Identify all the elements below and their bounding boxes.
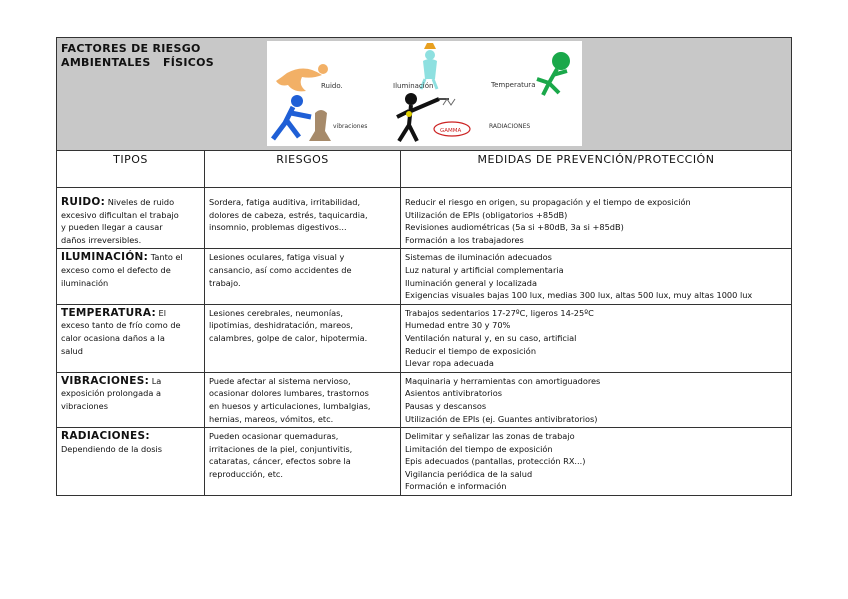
cell-line [61,375,200,388]
cell-line: Ventilación natural y, en su caso, artificial [405,332,577,343]
table-row [57,188,792,249]
risk-type-label: VIBRACIONES: [61,374,150,387]
vibration-figure-icon [273,95,331,141]
banner-illustration [267,41,582,146]
cell-line: excesivo dificultan el trabajo [61,209,179,220]
risk-type-label: RUIDO: [61,196,106,208]
cell-line: Limitación del tiempo de exposición [405,443,553,454]
cell-line: reproducción, etc. [209,468,284,479]
cell-line: vibraciones [61,400,108,411]
risk-type-text: Niveles de ruido [105,197,175,207]
cell-line [61,196,200,209]
cell-line: Epis adecuados (pantallas, protección RX...) [405,456,586,467]
cell-line: salud [61,345,83,356]
tipo-cell [57,188,205,249]
cell-line: insomnio, problemas digestivos... [209,222,347,233]
cell-line: Luz natural y artificial complementaria [405,264,564,275]
risk-factors-table [56,37,792,496]
header-row [57,38,792,151]
cell-line: exceso como el defecto de [61,264,171,275]
cell-line: trabajo. [209,277,241,288]
header-cell [57,38,792,151]
cell-line: y pueden llegar a causar [61,222,163,233]
cell-line: Revisiones audiométricas (5a si +80dB, 3a si +85dB) [405,222,624,233]
banner-label-iluminacion: Iluminación [393,82,434,90]
cell-line: Pueden ocasionar quemaduras, [209,431,339,442]
cell-line: en huesos y articulaciones, lumbalgias, [209,400,371,411]
cell-line: Puede afectar al sistema nervioso, [209,375,351,386]
banner-label-gamma: GAMMA [440,128,462,134]
risk-type-text: El [155,307,167,318]
medidas-cell [401,188,792,249]
cell-line: Lesiones oculares, fatiga visual y [209,252,345,263]
cell-line: Llevar ropa adecuada [405,358,494,369]
title-line-2: AMBIENTALES FÍSICOS [61,56,215,69]
cell-line: Formación e información [405,481,507,492]
cell-line: Formación a los trabajadores [405,234,524,245]
banner-label-ruido: Ruido. [321,82,343,90]
tipo-cell [57,249,205,304]
cell-line: Sistemas de iluminación adecuados [405,252,552,263]
table-row [57,428,792,496]
cell-line: Reducir el tiempo de exposición [405,345,537,356]
cell-line: exceso tanto de frío como de [61,320,181,331]
cell-line: Vigilancia periódica de la salud [405,468,533,479]
table-row [57,249,792,304]
cell-line: daños irreversibles. [61,234,142,245]
risk-type-label: ILUMINACIÓN: [61,251,149,264]
page-title [61,42,214,70]
risk-type-label: RADIACIONES: [61,430,150,443]
column-header-row [57,151,792,188]
cell-line: Sordera, fatiga auditiva, irritabilidad, [209,197,361,207]
table-row [57,372,792,427]
riesgos-cell [205,372,401,427]
cell-line: calor ocasiona daños a la [61,332,165,343]
risk-type-label: TEMPERATURA: [61,306,156,319]
tipo-cell [57,428,205,496]
riesgos-cell [205,428,401,496]
cell-line: Lesiones cerebrales, neumonías, [209,307,343,318]
table-row [57,304,792,372]
column-header-tipos: TIPOS [57,151,205,188]
cell-line: Exigencias visuales bajas 100 lux, medias 300 lux, altas 500 lux, muy altas 1000 lux [405,290,753,301]
cell-line: dolores de cabeza, estrés, taquicardia, [209,209,368,220]
cell-line: Reducir el riesgo en origen, su propagación y el tiempo de exposición [405,197,691,207]
cell-line: ocasionar dolores lumbares, trastornos [209,388,369,399]
cell-line: Dependiendo de la dosis [61,443,163,454]
risk-type-text: Tanto el [148,252,183,263]
medidas-cell [401,304,792,372]
cell-line: Maquinaria y herramientas con amortiguadores [405,375,601,386]
cell-line: lipotimias, deshidratación, mareos, [209,320,354,331]
cell-line: hernias, mareos, vómitos, etc. [209,413,334,424]
column-header-riesgos: RIESGOS [205,151,401,188]
cell-line: Asientos antivibratorios [405,388,502,399]
cell-line: cansancio, así como accidentes de [209,264,352,275]
cell-line: exposición prolongada a [61,388,161,399]
risk-type-text: La [149,375,162,386]
title-line-1: FACTORES DE RIESGO [61,42,201,55]
cell-line: Humedad entre 30 y 70% [405,320,511,331]
riesgos-cell [205,304,401,372]
medidas-cell [401,249,792,304]
tipo-cell [57,372,205,427]
banner-label-vibraciones: vibraciones [333,123,368,130]
banner-label-radiaciones: RADIACIONES [489,123,531,130]
cell-line [61,307,200,320]
column-header-medidas: MEDIDAS DE PREVENCIÓN/PROTECCIÓN [401,151,792,188]
cell-line: Delimitar y señalizar las zonas de trabajo [405,431,575,442]
cell-line [61,430,200,443]
medidas-cell [401,428,792,496]
cell-line [61,251,200,264]
riesgos-cell [205,188,401,249]
temperature-figure-icon [537,54,568,95]
tipo-cell [57,304,205,372]
cell-line: Iluminación general y localizada [405,277,537,288]
cell-line: irritaciones de la piel, conjuntivitis, [209,443,353,454]
cell-line: Pausas y descansos [405,400,487,411]
cell-line: Utilización de EPIs (obligatorios +85dB) [405,209,568,220]
medidas-cell [401,372,792,427]
cell-line: cataratas, cáncer, efectos sobre la [209,456,351,467]
cell-line: calambres, golpe de calor, hipotermia. [209,332,368,343]
cell-line: Utilización de EPIs (ej. Guantes antivibratorios) [405,413,598,424]
banner-label-temperatura: Temperatura [491,81,536,89]
cell-line: iluminación [61,277,109,288]
riesgos-cell [205,249,401,304]
cell-line: Trabajos sedentarios 17-27ºC, ligeros 14-25ºC [405,307,594,318]
